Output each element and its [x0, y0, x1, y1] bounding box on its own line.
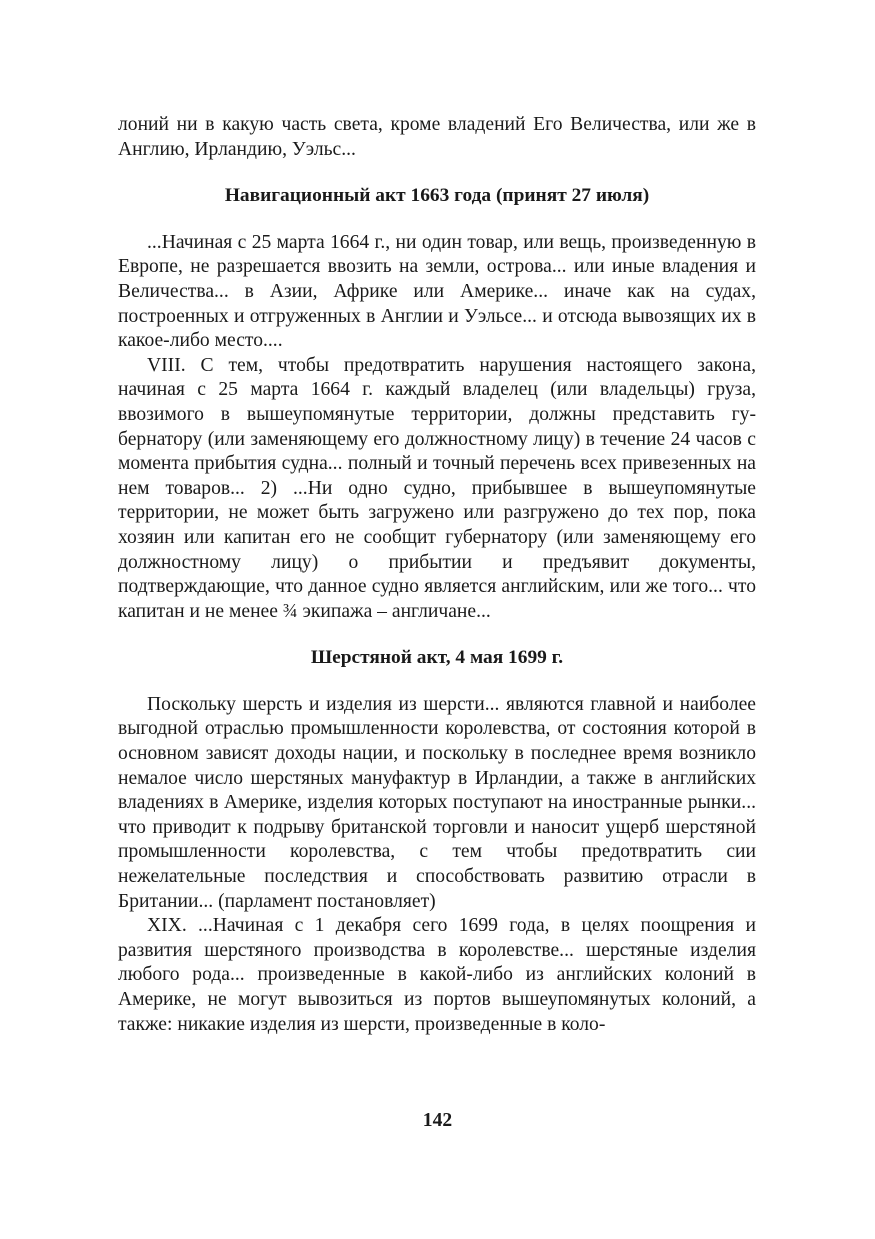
- section-heading-wool-act: Шерстяной акт, 4 мая 1699 г.: [310, 647, 564, 669]
- paragraph-navigation-1: ...Начиная с 25 марта 1664 г., ни один товар, или вещь, произведенную в Европе, не разрешается ввозить на земли, острова... или иные владения и Величества... в Азии, Африке или Америке... иначе как на судах, построенных и отгруженных в Англии и Уэльсе... и отсюда вывозящих их в какое-либо место....: [118, 231, 756, 352]
- page-body: [118, 113, 756, 1037]
- paragraph-wool-2: XIX. ...Начиная с 1 декабря сего 1699 года, в целях поощрения и развития шерстяного производства в королевстве... шерстяные изделия любого рода... произведенные в какой-либо из английских колоний в Америке, не могут вывозиться из портов вышеупомянутых колоний, а также: никакие изделия из шерсти, произведенные в коло-: [118, 915, 756, 1035]
- intro-paragraph: лоний ни в какую часть света, кроме владений Его Величества, или же в Англию, Ирландию, Уэльс...: [118, 114, 756, 160]
- paragraph-wool-1: Поскольку шерсть и изделия из шерсти... являются главной и наиболее выгодной отраслью промышленности королевства, от состояния которой в основном зависят доходы нации, и поскольку в последнее время возникло немалое число шерстяных мануфактур в Ирландии, а также в английских владениях в Америке, изделия которых поступают на иностранные рынки... что приводит к подрыву британской торговли и наносит ущерб шерстяной промышленности королевства, с тем чтобы предотвратить сии нежелательные последствия и способствовать развитию отрасли в Британии... (парламент постановляет): [118, 693, 756, 912]
- paragraph-navigation-2: VIII. С тем, чтобы предотвратить нарушения настоящего закона, начиная с 25 марта 1664 г. каждый владелец (или владельцы) груза, ввозимого в вышеупомянутые территории, должны представить губернатору (или заменяющему его должностному лицу) в течение 24 часов с момента прибытия судна... полный и точный перечень всех привезенных на нем товаров... 2) ...Ни одно судно, прибывшее в вышеупомянутые территории, не может быть загружено или разгружено до тех пор, пока хозяин или капитан его не сообщит губернатору (или заменяющему его должностному лицу) о прибытии и предъявит документы, подтверждающие, что данное судно является английским, или же того... что капитан и не менее ¾ экипажа – англичане...: [118, 354, 756, 622]
- section-heading-navigation-act: Навигационный акт 1663 года (принят 27 июля): [224, 185, 650, 207]
- page-number: 142: [422, 1110, 453, 1131]
